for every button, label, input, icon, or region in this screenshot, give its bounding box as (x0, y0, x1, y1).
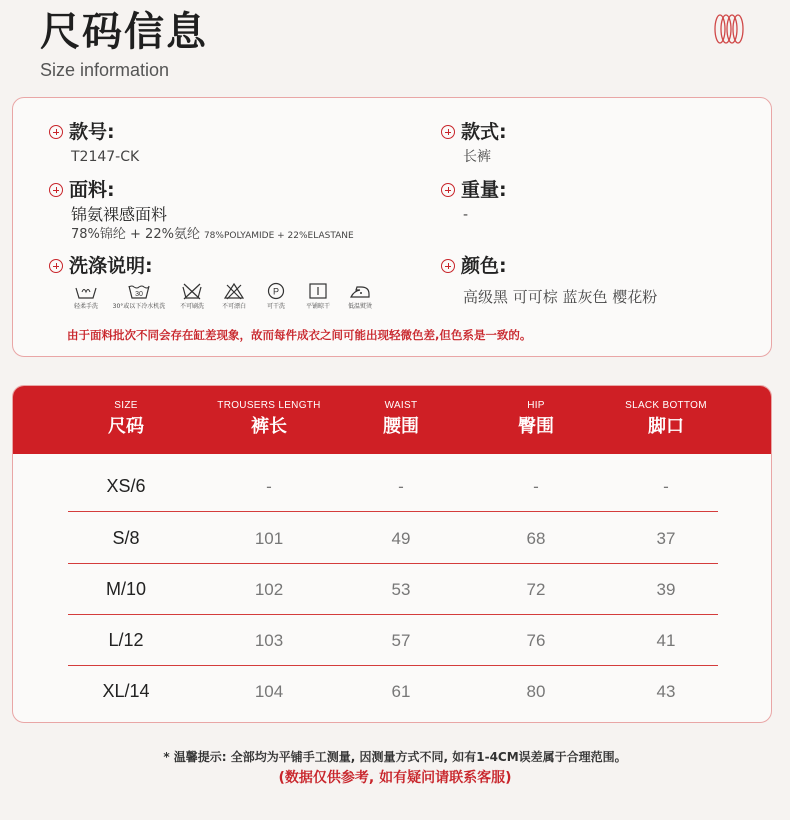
wash-label-hand: 轻柔手洗 (73, 303, 98, 310)
dry-flat-icon (306, 282, 330, 300)
wash-item (175, 282, 209, 310)
weight-field (441, 178, 507, 224)
style-label: 款式: (461, 121, 507, 143)
color-field (441, 254, 657, 306)
wash-label-iron-low: 低温熨烫 (347, 303, 372, 310)
size-table (12, 385, 772, 723)
style-number-field (49, 120, 139, 166)
wash-instructions-field (49, 254, 153, 278)
no-tumble-icon (180, 282, 204, 300)
table-row (68, 666, 718, 717)
wash-30-icon (127, 282, 151, 300)
cell-size: M/10 (105, 579, 147, 599)
cell-size: L/12 (108, 630, 144, 650)
cell-length: 101 (254, 529, 284, 548)
cell-bottom: 41 (656, 631, 676, 650)
cell-waist: 49 (391, 529, 411, 548)
wash-item (259, 282, 293, 310)
cell-hip: 68 (526, 529, 546, 548)
fabric-composition-en: 78%POLYAMIDE + 22%ELASTANE (203, 231, 354, 241)
plus-circle-icon (441, 125, 455, 139)
header-slack-bottom: SLACK BOTTOM 脚口 (625, 400, 707, 437)
svg-text:30: 30 (135, 291, 143, 298)
cell-waist: 61 (391, 682, 411, 701)
style-number-label: 款号: (69, 121, 115, 143)
header-size: SIZE 尺码 (108, 400, 144, 437)
weight-value: - (463, 207, 469, 223)
wash-icons-row (69, 282, 377, 310)
cell-waist: - (398, 477, 404, 496)
color-label: 颜色: (461, 255, 507, 277)
plus-circle-icon (49, 259, 63, 273)
header-trousers-length: TROUSERS LENGTH 裤长 (217, 400, 321, 437)
cell-bottom: 43 (656, 682, 676, 701)
rings-icon (712, 12, 748, 46)
svg-text:P: P (272, 286, 280, 297)
table-row (68, 461, 718, 512)
cell-length: 104 (254, 682, 284, 701)
fabric-composition: 78%锦纶 + 22%氨纶 (71, 227, 200, 242)
style-field (441, 120, 507, 166)
plus-circle-icon (49, 125, 63, 139)
page-title: 尺码信息 (40, 9, 208, 55)
wash-label-30: 30°或以下冷水机洗 (112, 303, 166, 310)
hand-wash-icon (74, 282, 98, 300)
wash-label: 洗涤说明: (69, 255, 153, 277)
plus-circle-icon (441, 259, 455, 273)
cell-length: 102 (254, 580, 284, 599)
cell-bottom: 37 (656, 529, 676, 548)
wash-label-no-bleach: 不可漂白 (221, 303, 246, 310)
no-bleach-icon (222, 282, 246, 300)
wash-item (343, 282, 377, 310)
dry-clean-p-icon (264, 282, 288, 300)
reference-note: (数据仅供参考, 如有疑问请联系客服) (278, 770, 512, 786)
wash-label-dry-clean: 可干洗 (266, 303, 285, 310)
wash-item (217, 282, 251, 310)
cell-size: S/8 (112, 528, 140, 548)
table-row (68, 564, 718, 615)
color-difference-notice: 由于面料批次不同会存在缸差现象，故而每件成衣之间可能出现轻微色差,但色系是一致的。 (67, 328, 532, 342)
wash-item (69, 282, 103, 310)
wash-item (111, 282, 167, 310)
cell-hip: 76 (526, 631, 546, 650)
cell-size: XL/14 (102, 681, 150, 701)
product-info-card (12, 97, 772, 357)
header-waist: WAIST 腰围 (383, 400, 419, 437)
cell-length: 103 (254, 631, 284, 650)
cell-bottom: 39 (656, 580, 676, 599)
table-row (68, 615, 718, 666)
plus-circle-icon (49, 183, 63, 197)
wash-item (301, 282, 335, 310)
wash-label-dry-flat: 平铺晾干 (305, 303, 330, 310)
wash-label-no-brush: 不可刷洗 (179, 303, 204, 310)
cell-waist: 57 (391, 631, 411, 650)
cell-length: - (266, 477, 272, 496)
cell-hip: 72 (526, 580, 546, 599)
cell-waist: 53 (391, 580, 411, 599)
table-row (68, 513, 718, 564)
table-header (13, 386, 772, 454)
weight-label: 重量: (461, 179, 507, 201)
style-value: 长裤 (463, 149, 491, 165)
fabric-label: 面料: (69, 179, 115, 201)
fabric-field (49, 178, 354, 245)
cell-bottom: - (663, 477, 669, 496)
plus-circle-icon (441, 183, 455, 197)
color-value: 高级黑 可可棕 蓝灰色 樱花粉 (463, 288, 658, 306)
iron-low-icon (348, 282, 372, 300)
page-subtitle: Size information (40, 60, 170, 80)
measurement-tip: * 温馨提示: 全部均为平铺手工测量, 因测量方式不同, 如有1-4CM误差属于合理范围。 (163, 750, 627, 764)
cell-hip: - (533, 477, 539, 496)
cell-hip: 80 (526, 682, 546, 701)
style-number-value: T2147-CK (71, 149, 140, 165)
cell-size: XS/6 (106, 476, 146, 496)
header-hip: HIP 臀围 (518, 400, 554, 437)
fabric-value: 锦氨裸感面料 (71, 205, 168, 224)
